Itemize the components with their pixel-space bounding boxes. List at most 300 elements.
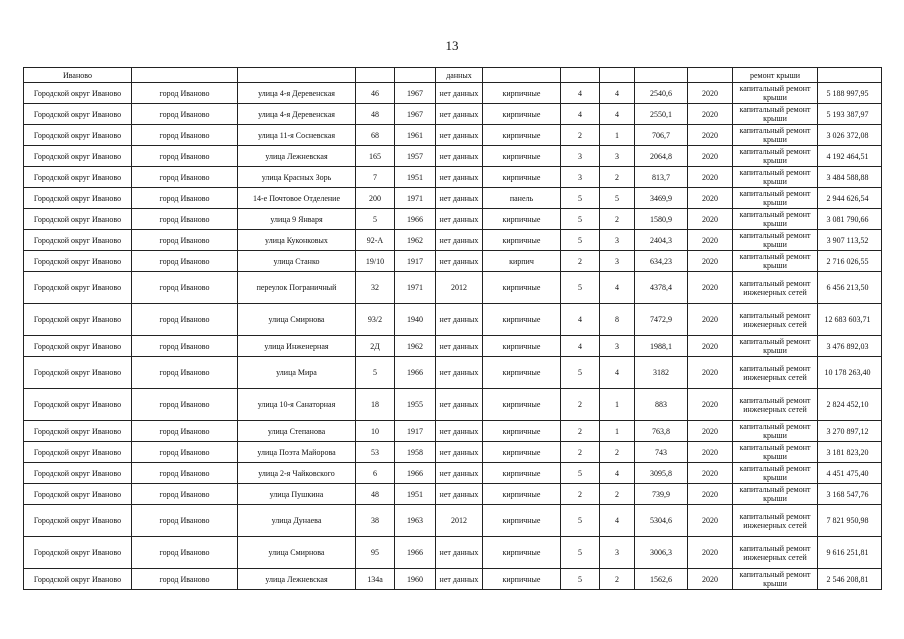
cell-area: 1562,6	[635, 569, 688, 590]
cell-work-type: капитальный ремонт крыши	[733, 484, 818, 505]
table-row	[24, 68, 882, 83]
cell-house-number: 165	[356, 146, 395, 167]
cell-work-type: капитальный ремонт крыши	[733, 463, 818, 484]
table-row	[24, 104, 882, 125]
cell-street: улица Дунаева	[238, 505, 356, 537]
table-row	[24, 357, 882, 389]
cell-cost: 5 188 997,95	[818, 83, 882, 104]
cell-street: переулок Пограничный	[238, 272, 356, 304]
cell-area: 3095,8	[635, 463, 688, 484]
cell-build-year: 1966	[395, 537, 436, 569]
cell-cost: 3 081 790,66	[818, 209, 882, 230]
cell-work-type: капитальный ремонт крыши	[733, 421, 818, 442]
cell-entrances	[600, 68, 635, 83]
cell-house-number: 93/2	[356, 304, 395, 336]
cell-house-number: 7	[356, 167, 395, 188]
cell-settlement: город Иваново	[132, 484, 238, 505]
cell-area: 7472,9	[635, 304, 688, 336]
cell-area: 739,9	[635, 484, 688, 505]
table-row	[24, 188, 882, 209]
housing-repair-table	[23, 67, 882, 590]
cell-plan-year: 2020	[688, 304, 733, 336]
cell-cost: 2 546 208,81	[818, 569, 882, 590]
cell-plan-year: 2020	[688, 537, 733, 569]
cell-wall-material: кирпич	[483, 251, 561, 272]
cell-work-type: капитальный ремонт инженерных сетей	[733, 272, 818, 304]
cell-area: 634,23	[635, 251, 688, 272]
cell-plan-year: 2020	[688, 167, 733, 188]
cell-municipality: Городской округ Иваново	[24, 83, 132, 104]
cell-renovation-year: нет данных	[436, 484, 483, 505]
cell-street: улица Поэта Майорова	[238, 442, 356, 463]
cell-renovation-year: нет данных	[436, 188, 483, 209]
cell-wall-material: кирпичные	[483, 146, 561, 167]
cell-work-type: капитальный ремонт крыши	[733, 230, 818, 251]
cell-house-number: 10	[356, 421, 395, 442]
cell-floors	[561, 68, 600, 83]
cell-build-year: 1967	[395, 104, 436, 125]
cell-settlement: город Иваново	[132, 188, 238, 209]
cell-work-type: капитальный ремонт инженерных сетей	[733, 537, 818, 569]
table-row	[24, 569, 882, 590]
cell-entrances: 4	[600, 505, 635, 537]
cell-street: улица Куконковых	[238, 230, 356, 251]
cell-settlement: город Иваново	[132, 463, 238, 484]
cell-area: 4378,4	[635, 272, 688, 304]
cell-entrances: 2	[600, 569, 635, 590]
cell-settlement: город Иваново	[132, 421, 238, 442]
cell-build-year: 1951	[395, 167, 436, 188]
cell-settlement: город Иваново	[132, 442, 238, 463]
cell-municipality: Городской округ Иваново	[24, 272, 132, 304]
cell-municipality: Городской округ Иваново	[24, 569, 132, 590]
cell-build-year: 1971	[395, 272, 436, 304]
cell-plan-year: 2020	[688, 83, 733, 104]
cell-entrances: 8	[600, 304, 635, 336]
cell-work-type: капитальный ремонт крыши	[733, 209, 818, 230]
cell-cost: 3 476 892,03	[818, 336, 882, 357]
cell-house-number: 134а	[356, 569, 395, 590]
table-row	[24, 505, 882, 537]
cell-house-number: 18	[356, 389, 395, 421]
cell-settlement: город Иваново	[132, 83, 238, 104]
cell-area: 813,7	[635, 167, 688, 188]
table-row	[24, 537, 882, 569]
cell-floors: 2	[561, 251, 600, 272]
cell-settlement: город Иваново	[132, 389, 238, 421]
cell-floors: 4	[561, 104, 600, 125]
cell-entrances: 4	[600, 104, 635, 125]
cell-plan-year: 2020	[688, 463, 733, 484]
table-row	[24, 304, 882, 336]
cell-floors: 5	[561, 230, 600, 251]
table-row	[24, 230, 882, 251]
cell-cost: 3 484 588,88	[818, 167, 882, 188]
cell-house-number: 19/10	[356, 251, 395, 272]
cell-build-year: 1917	[395, 421, 436, 442]
cell-cost	[818, 68, 882, 83]
cell-entrances: 2	[600, 484, 635, 505]
cell-area: 706,7	[635, 125, 688, 146]
cell-floors: 2	[561, 484, 600, 505]
cell-floors: 5	[561, 569, 600, 590]
cell-wall-material: кирпичные	[483, 104, 561, 125]
cell-area: 5304,6	[635, 505, 688, 537]
cell-entrances: 2	[600, 442, 635, 463]
cell-municipality: Городской округ Иваново	[24, 209, 132, 230]
cell-work-type: капитальный ремонт крыши	[733, 83, 818, 104]
cell-build-year: 1940	[395, 304, 436, 336]
cell-work-type: капитальный ремонт крыши	[733, 336, 818, 357]
cell-floors: 2	[561, 442, 600, 463]
page-number: 13	[445, 38, 459, 53]
cell-street: улица Мира	[238, 357, 356, 389]
table-row	[24, 389, 882, 421]
cell-work-type: капитальный ремонт крыши	[733, 167, 818, 188]
cell-area: 743	[635, 442, 688, 463]
cell-house-number	[356, 68, 395, 83]
cell-entrances: 4	[600, 463, 635, 484]
cell-plan-year: 2020	[688, 505, 733, 537]
cell-municipality: Городской округ Иваново	[24, 304, 132, 336]
cell-street	[238, 68, 356, 83]
cell-build-year: 1957	[395, 146, 436, 167]
cell-wall-material: кирпичные	[483, 505, 561, 537]
cell-area: 2404,3	[635, 230, 688, 251]
cell-wall-material: кирпичные	[483, 484, 561, 505]
cell-build-year: 1966	[395, 357, 436, 389]
cell-build-year: 1966	[395, 463, 436, 484]
cell-area: 3182	[635, 357, 688, 389]
cell-cost: 12 683 603,71	[818, 304, 882, 336]
cell-entrances: 1	[600, 389, 635, 421]
cell-entrances: 4	[600, 357, 635, 389]
cell-cost: 3 270 897,12	[818, 421, 882, 442]
cell-settlement: город Иваново	[132, 230, 238, 251]
cell-wall-material: кирпичные	[483, 125, 561, 146]
cell-street: улица 4-я Деревенская	[238, 83, 356, 104]
cell-house-number: 95	[356, 537, 395, 569]
cell-house-number: 92-А	[356, 230, 395, 251]
cell-house-number: 48	[356, 484, 395, 505]
cell-cost: 7 821 950,98	[818, 505, 882, 537]
cell-settlement: город Иваново	[132, 146, 238, 167]
cell-cost: 3 181 823,20	[818, 442, 882, 463]
cell-renovation-year: нет данных	[436, 569, 483, 590]
cell-work-type: капитальный ремонт крыши	[733, 251, 818, 272]
cell-wall-material: кирпичные	[483, 272, 561, 304]
cell-work-type: ремонт крыши	[733, 68, 818, 83]
cell-floors: 4	[561, 83, 600, 104]
cell-municipality: Иваново	[24, 68, 132, 83]
cell-settlement: город Иваново	[132, 304, 238, 336]
cell-cost: 2 824 452,10	[818, 389, 882, 421]
cell-house-number: 38	[356, 505, 395, 537]
cell-work-type: капитальный ремонт крыши	[733, 125, 818, 146]
cell-street: улица Смирнова	[238, 537, 356, 569]
cell-plan-year: 2020	[688, 146, 733, 167]
cell-renovation-year: нет данных	[436, 537, 483, 569]
cell-street: улица Инженерная	[238, 336, 356, 357]
cell-cost: 2 716 026,55	[818, 251, 882, 272]
cell-renovation-year: нет данных	[436, 421, 483, 442]
table-row	[24, 442, 882, 463]
cell-wall-material: кирпичные	[483, 421, 561, 442]
cell-entrances: 2	[600, 167, 635, 188]
cell-house-number: 2Д	[356, 336, 395, 357]
cell-entrances: 1	[600, 421, 635, 442]
cell-work-type: капитальный ремонт инженерных сетей	[733, 304, 818, 336]
cell-wall-material: кирпичные	[483, 336, 561, 357]
cell-wall-material: кирпичные	[483, 230, 561, 251]
cell-plan-year: 2020	[688, 230, 733, 251]
cell-cost: 6 456 213,50	[818, 272, 882, 304]
cell-renovation-year: 2012	[436, 272, 483, 304]
cell-renovation-year: нет данных	[436, 83, 483, 104]
cell-municipality: Городской округ Иваново	[24, 389, 132, 421]
cell-wall-material: кирпичные	[483, 569, 561, 590]
cell-street: улица 9 Января	[238, 209, 356, 230]
cell-floors: 5	[561, 357, 600, 389]
cell-work-type: капитальный ремонт инженерных сетей	[733, 357, 818, 389]
cell-plan-year: 2020	[688, 336, 733, 357]
cell-renovation-year: нет данных	[436, 304, 483, 336]
cell-settlement	[132, 68, 238, 83]
table-row	[24, 209, 882, 230]
cell-wall-material: кирпичные	[483, 83, 561, 104]
cell-floors: 2	[561, 125, 600, 146]
cell-house-number: 48	[356, 104, 395, 125]
cell-cost: 2 944 626,54	[818, 188, 882, 209]
cell-renovation-year: 2012	[436, 505, 483, 537]
cell-work-type: капитальный ремонт крыши	[733, 188, 818, 209]
cell-wall-material: кирпичные	[483, 442, 561, 463]
cell-municipality: Городской округ Иваново	[24, 167, 132, 188]
cell-floors: 5	[561, 463, 600, 484]
cell-entrances: 3	[600, 537, 635, 569]
cell-settlement: город Иваново	[132, 167, 238, 188]
cell-municipality: Городской округ Иваново	[24, 505, 132, 537]
table-row	[24, 83, 882, 104]
cell-plan-year: 2020	[688, 389, 733, 421]
cell-floors: 2	[561, 421, 600, 442]
cell-plan-year: 2020	[688, 272, 733, 304]
cell-settlement: город Иваново	[132, 251, 238, 272]
cell-entrances: 3	[600, 336, 635, 357]
cell-floors: 5	[561, 209, 600, 230]
cell-wall-material: кирпичные	[483, 304, 561, 336]
cell-cost: 10 178 263,40	[818, 357, 882, 389]
cell-build-year: 1963	[395, 505, 436, 537]
cell-plan-year: 2020	[688, 251, 733, 272]
cell-build-year	[395, 68, 436, 83]
cell-street: улица 2-я Чайковского	[238, 463, 356, 484]
cell-municipality: Городской округ Иваново	[24, 251, 132, 272]
cell-settlement: город Иваново	[132, 272, 238, 304]
cell-wall-material	[483, 68, 561, 83]
cell-street: улица Лежневская	[238, 146, 356, 167]
cell-area: 2540,6	[635, 83, 688, 104]
cell-build-year: 1917	[395, 251, 436, 272]
cell-street: улица Красных Зорь	[238, 167, 356, 188]
cell-plan-year: 2020	[688, 188, 733, 209]
cell-renovation-year: нет данных	[436, 167, 483, 188]
cell-floors: 5	[561, 188, 600, 209]
cell-house-number: 32	[356, 272, 395, 304]
cell-street: улица 11-я Сосневская	[238, 125, 356, 146]
cell-street: улица 10-я Санаторная	[238, 389, 356, 421]
cell-cost: 4 451 475,40	[818, 463, 882, 484]
cell-renovation-year: нет данных	[436, 125, 483, 146]
cell-cost: 3 907 113,52	[818, 230, 882, 251]
cell-renovation-year: нет данных	[436, 146, 483, 167]
cell-settlement: город Иваново	[132, 125, 238, 146]
table-row	[24, 146, 882, 167]
cell-entrances: 3	[600, 146, 635, 167]
cell-entrances: 3	[600, 251, 635, 272]
cell-cost: 5 193 387,97	[818, 104, 882, 125]
cell-wall-material: кирпичные	[483, 463, 561, 484]
cell-plan-year: 2020	[688, 569, 733, 590]
cell-work-type: капитальный ремонт крыши	[733, 569, 818, 590]
cell-entrances: 5	[600, 188, 635, 209]
table-row	[24, 484, 882, 505]
cell-wall-material: кирпичные	[483, 167, 561, 188]
cell-street: улица 4-я Деревенская	[238, 104, 356, 125]
cell-settlement: город Иваново	[132, 569, 238, 590]
cell-plan-year: 2020	[688, 125, 733, 146]
cell-area: 2064,8	[635, 146, 688, 167]
cell-wall-material: панель	[483, 188, 561, 209]
cell-municipality: Городской округ Иваново	[24, 421, 132, 442]
cell-area: 883	[635, 389, 688, 421]
cell-plan-year: 2020	[688, 209, 733, 230]
cell-floors: 5	[561, 537, 600, 569]
cell-municipality: Городской округ Иваново	[24, 188, 132, 209]
cell-plan-year: 2020	[688, 104, 733, 125]
cell-area: 2550,1	[635, 104, 688, 125]
cell-area: 1580,9	[635, 209, 688, 230]
cell-renovation-year: нет данных	[436, 230, 483, 251]
cell-street: улица Станко	[238, 251, 356, 272]
table-row	[24, 272, 882, 304]
cell-build-year: 1962	[395, 230, 436, 251]
cell-wall-material: кирпичные	[483, 537, 561, 569]
cell-house-number: 6	[356, 463, 395, 484]
cell-settlement: город Иваново	[132, 505, 238, 537]
cell-floors: 4	[561, 304, 600, 336]
cell-wall-material: кирпичные	[483, 357, 561, 389]
cell-build-year: 1955	[395, 389, 436, 421]
cell-renovation-year: данных	[436, 68, 483, 83]
cell-plan-year	[688, 68, 733, 83]
cell-settlement: город Иваново	[132, 357, 238, 389]
cell-build-year: 1960	[395, 569, 436, 590]
cell-house-number: 200	[356, 188, 395, 209]
table-row	[24, 125, 882, 146]
cell-municipality: Городской округ Иваново	[24, 484, 132, 505]
cell-renovation-year: нет данных	[436, 104, 483, 125]
cell-municipality: Городской округ Иваново	[24, 463, 132, 484]
cell-build-year: 1958	[395, 442, 436, 463]
cell-work-type: капитальный ремонт крыши	[733, 146, 818, 167]
cell-municipality: Городской округ Иваново	[24, 104, 132, 125]
cell-plan-year: 2020	[688, 484, 733, 505]
table-row	[24, 421, 882, 442]
cell-area: 3006,3	[635, 537, 688, 569]
cell-area: 3469,9	[635, 188, 688, 209]
cell-build-year: 1961	[395, 125, 436, 146]
cell-street: улица Степанова	[238, 421, 356, 442]
cell-entrances: 2	[600, 209, 635, 230]
cell-settlement: город Иваново	[132, 209, 238, 230]
cell-municipality: Городской округ Иваново	[24, 336, 132, 357]
cell-work-type: капитальный ремонт инженерных сетей	[733, 389, 818, 421]
cell-area: 763,8	[635, 421, 688, 442]
table-row	[24, 251, 882, 272]
cell-street: 14-е Почтовое Отделение	[238, 188, 356, 209]
cell-work-type: капитальный ремонт крыши	[733, 442, 818, 463]
cell-build-year: 1966	[395, 209, 436, 230]
cell-floors: 2	[561, 389, 600, 421]
cell-municipality: Городской округ Иваново	[24, 442, 132, 463]
cell-area: 1988,1	[635, 336, 688, 357]
cell-floors: 5	[561, 505, 600, 537]
cell-renovation-year: нет данных	[436, 389, 483, 421]
cell-floors: 4	[561, 336, 600, 357]
table-row	[24, 336, 882, 357]
cell-build-year: 1951	[395, 484, 436, 505]
cell-settlement: город Иваново	[132, 104, 238, 125]
cell-municipality: Городской округ Иваново	[24, 357, 132, 389]
cell-settlement: город Иваново	[132, 537, 238, 569]
cell-renovation-year: нет данных	[436, 209, 483, 230]
cell-work-type: капитальный ремонт крыши	[733, 104, 818, 125]
cell-settlement: город Иваново	[132, 336, 238, 357]
cell-renovation-year: нет данных	[436, 251, 483, 272]
cell-house-number: 68	[356, 125, 395, 146]
cell-entrances: 3	[600, 230, 635, 251]
cell-floors: 3	[561, 167, 600, 188]
cell-renovation-year: нет данных	[436, 336, 483, 357]
cell-house-number: 53	[356, 442, 395, 463]
cell-municipality: Городской округ Иваново	[24, 125, 132, 146]
cell-municipality: Городской округ Иваново	[24, 230, 132, 251]
cell-street: улица Пушкина	[238, 484, 356, 505]
cell-house-number: 5	[356, 209, 395, 230]
cell-cost: 9 616 251,81	[818, 537, 882, 569]
cell-entrances: 4	[600, 272, 635, 304]
cell-build-year: 1971	[395, 188, 436, 209]
cell-street: улица Смирнова	[238, 304, 356, 336]
cell-build-year: 1967	[395, 83, 436, 104]
cell-wall-material: кирпичные	[483, 389, 561, 421]
cell-house-number: 5	[356, 357, 395, 389]
cell-cost: 3 168 547,76	[818, 484, 882, 505]
cell-renovation-year: нет данных	[436, 463, 483, 484]
cell-plan-year: 2020	[688, 357, 733, 389]
cell-cost: 4 192 464,51	[818, 146, 882, 167]
cell-municipality: Городской округ Иваново	[24, 146, 132, 167]
cell-area	[635, 68, 688, 83]
cell-work-type: капитальный ремонт инженерных сетей	[733, 505, 818, 537]
cell-entrances: 4	[600, 83, 635, 104]
cell-street: улица Лежневская	[238, 569, 356, 590]
cell-build-year: 1962	[395, 336, 436, 357]
cell-plan-year: 2020	[688, 442, 733, 463]
cell-floors: 5	[561, 272, 600, 304]
cell-plan-year: 2020	[688, 421, 733, 442]
